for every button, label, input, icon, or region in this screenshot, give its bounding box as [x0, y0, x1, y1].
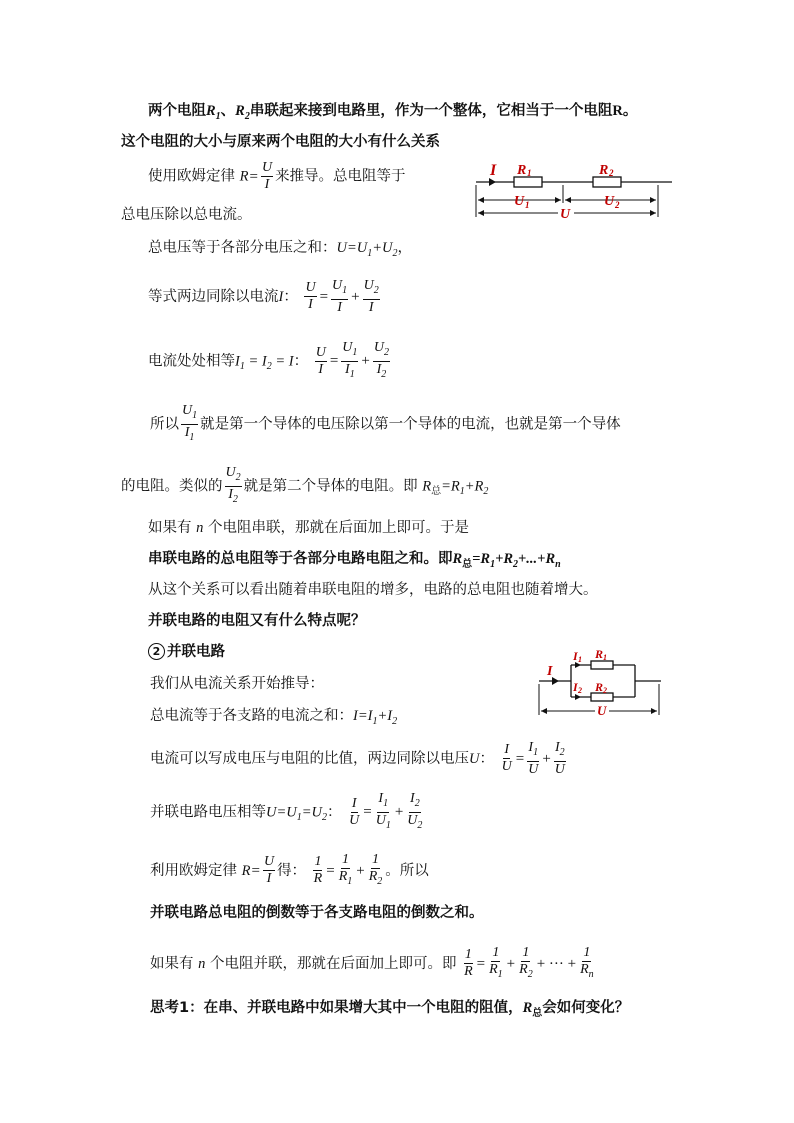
series-conclusion-line: 从这个关系可以看出随着串联电阻的增多，电路的总电阻也随着增大。: [148, 582, 598, 598]
label-r2: R: [595, 680, 604, 694]
svg-text:2: 2: [578, 686, 582, 695]
svg-text:1: 1: [525, 200, 530, 210]
current-equal-line: 电流处处相等$I_1 = I_2 = I$： $\frac{U}{I}$ = $\frac{U_1}{I_1}$ + $\frac{U_2}{I_2}$: [148, 340, 390, 380]
label-i1: I: [573, 649, 578, 663]
svg-text:1: 1: [578, 655, 582, 664]
label-u1: U: [514, 194, 525, 209]
current-sum-line: 总电流等于各支路的电流之和：$I=I_1+I_2$: [150, 708, 398, 727]
think-question-line: 思考1：在串、并联电路中如果增大其中一个电阻的阻值，$R_总$会如何变化？: [150, 1000, 630, 1019]
svg-text:1: 1: [527, 168, 532, 178]
series-circuit-diagram: [462, 155, 677, 225]
n-series-line: 如果有 n 个电阻串联，那就在后面加上即可。于是: [148, 520, 469, 536]
label-r1: R: [595, 647, 604, 661]
label-u2: U: [604, 194, 615, 209]
fraction-u-over-i: $\frac{U}{I}$: [261, 160, 273, 192]
label-u: U: [560, 207, 571, 222]
divide-by-voltage-line: 电流可以写成电压与电阻的比值，两边同除以电压U： $\frac{I}{U}$ = $\frac{I_1}{U}$ + $\frac{I_2}{U}$: [150, 740, 565, 777]
ohm-line: 使用欧姆定律 R= $\frac{U}{I}$ 来推导。总电阻等于: [148, 160, 406, 192]
label-current-i: I: [490, 162, 497, 179]
parallel-circuit-diagram: [535, 645, 665, 720]
n-parallel-line: 如果有 n 个电阻并联，那就在后面加上即可。即 $\frac{1}{R}$ = $\frac{1}{R_1}$ + $\frac{1}{R_2}$ + ··· + $\frac{1}{R_n}$: [150, 945, 594, 980]
svg-text:1: 1: [603, 653, 607, 662]
svg-text:2: 2: [603, 686, 607, 695]
total-voltage-line: 总电压除以总电流。: [121, 207, 252, 223]
label-u: U: [597, 703, 607, 718]
parallel-rule-line: 并联电路总电阻的倒数等于各支路电阻的倒数之和。: [150, 905, 484, 921]
heading-number: 2: [148, 643, 165, 660]
ohm-parallel-line: 利用欧姆定律 R= $\frac{U}{I}$ 得： $\frac{1}{R}$ = $\frac{1}{R_1}$ + $\frac{1}{R_2}$ 。所以: [150, 852, 429, 887]
svg-text:2: 2: [615, 200, 620, 210]
label-current-i: I: [547, 664, 553, 679]
divide-by-current-line: 等式两边同除以电流I： $\frac{U}{I}$ = $\frac{U_1}{I}$ + $\frac{U_2}{I}$: [148, 278, 379, 315]
intro-line-2: 这个电阻的大小与原来两个电阻的大小有什么关系: [121, 134, 440, 150]
intro-line-1: 两个电阻$R_1$、$R_2$串联起来接到电路里，作为一个整体，它相当于一个电阻R。: [148, 103, 638, 122]
parallel-intro-line: 我们从电流关系开始推导：: [150, 676, 324, 692]
label-r1: R: [517, 163, 527, 178]
series-rule-line: 串联电路的总电阻等于各部分电路电阻之和。即$R_总=R_1+R_2+...+R_n$: [148, 551, 561, 570]
label-i2: I: [573, 680, 578, 694]
first-conductor-line: 所以 $\frac{U_1}{I_1}$ 就是第一个导体的电压除以第一个导体的电流，也就是第一个导体: [150, 403, 621, 443]
parallel-heading: 2 并联电路: [148, 642, 225, 662]
second-conductor-line: 的电阻。类似的 $\frac{U_2}{I_2}$ 就是第二个导体的电阻。即 $R_总=R_1+R_2$: [121, 465, 489, 505]
parallel-question-line: 并联电路的电阻又有什么特点呢？: [148, 613, 366, 629]
svg-text:2: 2: [609, 168, 614, 178]
voltage-equal-line: 并联电路电压相等$U=U_1=U_2$： $\frac{I}{U}$ = $\frac{I_1}{U_1}$ + $\frac{I_2}{U_2}$: [150, 791, 423, 831]
label-r2: R: [599, 163, 609, 178]
voltage-sum-line: 总电压等于各部分电压之和：$U=U_1+U_2$，: [148, 240, 412, 259]
